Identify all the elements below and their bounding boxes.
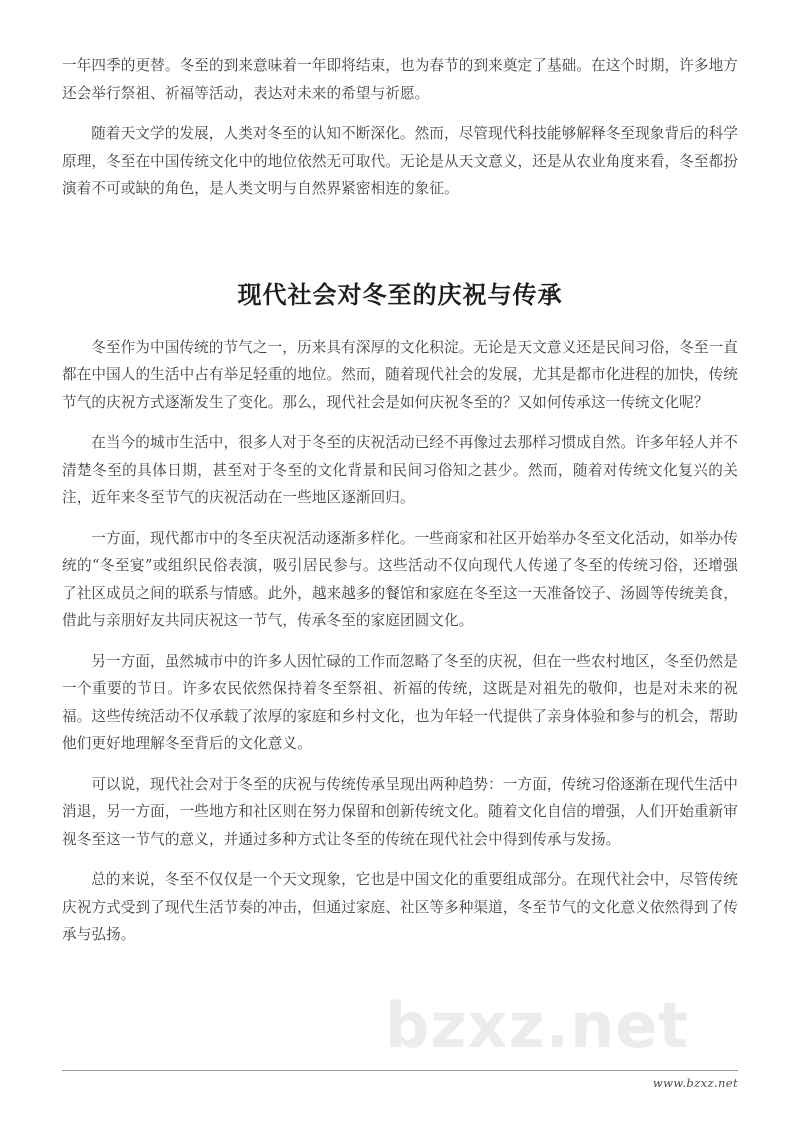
- body-section: [62, 334, 738, 949]
- section-spacer: [62, 216, 738, 278]
- site-watermark: bzxz.net: [385, 989, 689, 1062]
- page-title: 现代社会对冬至的庆祝与传承: [237, 279, 563, 309]
- page-footer: [62, 1070, 738, 1090]
- intro-section: [62, 52, 738, 203]
- footer-divider: [62, 1070, 738, 1071]
- paragraph: 随着天文学的发展，人类对冬至的认知不断深化。然而，尽管现代科技能够解释冬至现象背后的科学原理，冬至在中国传统文化中的地位依然无可取代。无论是从天文意义，还是从农业角度来看，冬至都扮演着不可或缺的角色，是人类文明与自然界紧密相连的象征。: [62, 125, 738, 197]
- footer-site-url: www.bzxz.net: [652, 1076, 738, 1090]
- paragraph: 一年四季的更替。冬至的到来意味着一年即将结束，也为春节的到来奠定了基础。在这个时期，许多地方还会举行祭祖、祈福等活动，表达对未来的希望与祈愿。: [62, 57, 738, 102]
- paragraph: 另一方面，虽然城市中的许多人因忙碌的工作而忽略了冬至的庆祝，但在一些农村地区，冬至仍然是一个重要的节日。许多农民依然保持着冬至祭祖、祈福的传统，这既是对祖先的敬仰，也是对未来的祝福。这些传统活动不仅承载了浓厚的家庭和乡村文化，也为年轻一代提供了亲身体验和参与的机会，帮助他们更好地理解冬至背后的文化意义。: [62, 652, 738, 752]
- paragraph: 冬至作为中国传统的节气之一，历来具有深厚的文化积淀。无论是天文意义还是民间习俗，冬至一直都在中国人的生活中占有举足轻重的地位。然而，随着现代社会的发展，尤其是都市化进程的加快，传统节气的庆祝方式逐渐发生了变化。那么，现代社会是如何庆祝冬至的？又如何传承这一传统文化呢？: [62, 338, 738, 411]
- document-content: [62, 52, 738, 949]
- paragraph: 可以说，现代社会对于冬至的庆祝与传统传承呈现出两种趋势：一方面，传统习俗逐渐在现代生活中消退，另一方面，一些地方和社区则在努力保留和创新传统文化。随着文化自信的增强，人们开始重新审视冬至这一节气的意义，并通过多种方式让冬至的传统在现代社会中得到传承与发扬。: [62, 775, 738, 848]
- paragraph: 在当今的城市生活中，很多人对于冬至的庆祝活动已经不再像过去那样习惯成自然。许多年轻人并不清楚冬至的具体日期，甚至对于冬至的文化背景和民间习俗知之甚少。然而，随着对传统文化复兴的关注，近年来冬至节气的庆祝活动在一些地区逐渐回归。: [62, 434, 738, 506]
- paragraph: 总的来说，冬至不仅仅是一个天文现象，它也是中国文化的重要组成部分。在现代社会中，尽管传统庆祝方式受到了现代生活节奏的冲击，但通过家庭、社区等多种渠道，冬至节气的文化意义依然得到了传承与弘扬。: [62, 871, 738, 943]
- paragraph: 一方面，现代都市中的冬至庆祝活动逐渐多样化。一些商家和社区开始举办冬至文化活动，如举办传统的“冬至宴”或组织民俗表演，吸引居民参与。这些活动不仅向现代人传递了冬至的传统习俗，还增强了社区成员之间的联系与情感。此外，越来越多的餐馆和家庭在冬至这一天准备饺子、汤圆等传统美食，借此与亲朋好友共同庆祝这一节气，传承冬至的家庭团圆文化。: [62, 529, 738, 629]
